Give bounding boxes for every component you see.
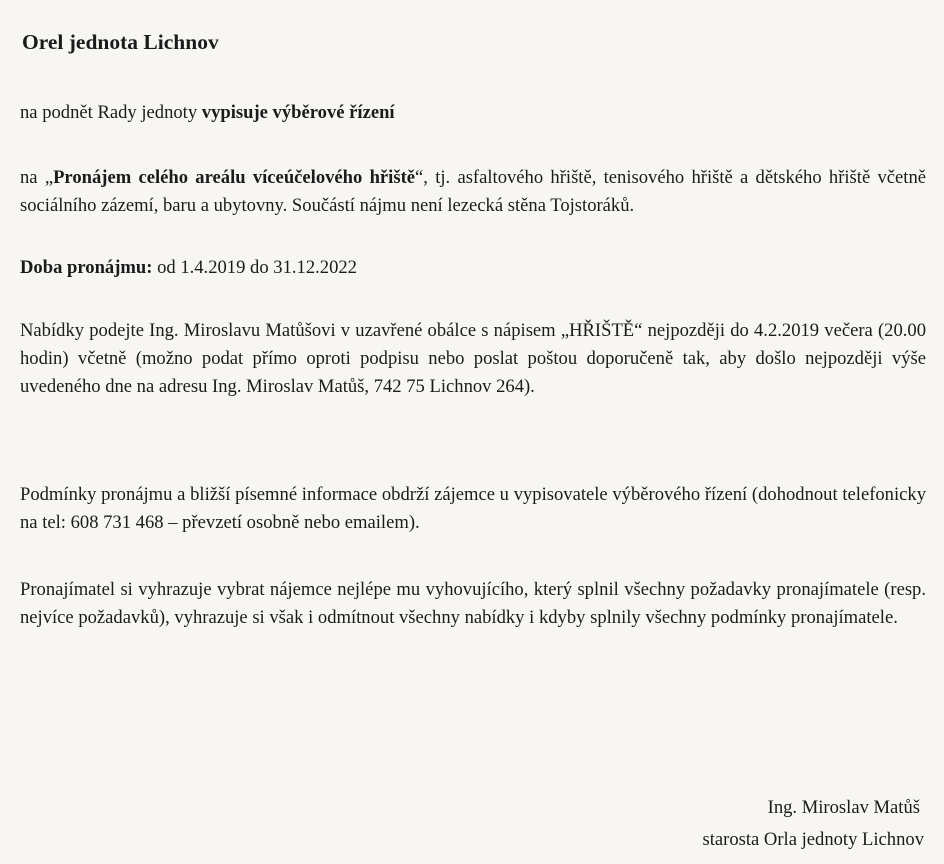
document-title: Orel jednota Lichnov bbox=[22, 30, 219, 54]
period-label: Doba pronájmu: bbox=[20, 257, 153, 278]
intro-text: na podnět Rady jednoty bbox=[20, 102, 202, 123]
reservation-paragraph: Pronajímatel si vyhrazuje vybrat nájemce nejlépe mu vyhovujícího, který splnil všechny požadavky pronajímatele (resp. nejvíce požadavků), vyhrazuje si však i odmítnout všechny nabídky i kdyby splnily všechny podmínky pronajímatele. bbox=[20, 579, 926, 628]
signature-name: Ing. Miroslav Matůš bbox=[767, 797, 920, 818]
period-value: od 1.4.2019 do 31.12.2022 bbox=[152, 257, 357, 278]
period-line bbox=[20, 254, 926, 282]
signature-role: starosta Orla jednoty Lichnov bbox=[702, 829, 924, 850]
subject-paragraph bbox=[20, 164, 926, 220]
intro-bold: vypisuje výběrové řízení bbox=[201, 102, 395, 123]
intro-paragraph bbox=[20, 99, 926, 127]
subject-rest: “, tj. asfaltového hřiště, tenisového hřiště a dětského hřiště včetně sociálního zázemí, baru a ubytovny. Součástí nájmu není lezecká stěna Tojstoráků. bbox=[20, 167, 926, 216]
conditions-paragraph: Podmínky pronájmu a bližší písemné informace obdrží zájemce u vypisovatele výběrového řízení (dohodnout telefonicky na tel: 608 731 468 – převzetí osobně nebo emailem). bbox=[20, 484, 926, 533]
subject-prefix: na „ bbox=[20, 167, 54, 188]
offers-paragraph: Nabídky podejte Ing. Miroslavu Matůšovi v uzavřené obálce s nápisem „HŘIŠTĚ“ nejpozději do 4.2.2019 večera (20.00 hodin) včetně (možno podat přímo oproti podpisu nebo poslat poštou doporučeně tak, aby došlo nejpozději výše uvedeného dne na adresu Ing. Miroslav Matůš, 742 75 Lichnov 264). bbox=[20, 320, 926, 397]
subject-bold: Pronájem celého areálu víceúčelového hřiště bbox=[53, 167, 416, 188]
